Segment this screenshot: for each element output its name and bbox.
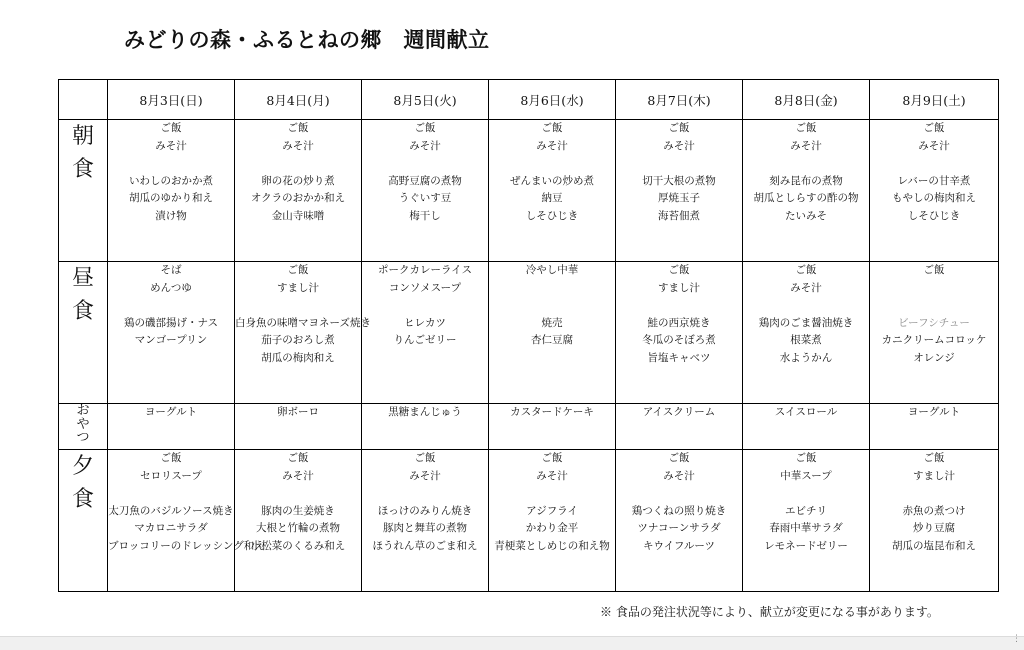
date-header-row <box>59 80 999 120</box>
menu-item: たいみそ <box>785 209 827 222</box>
menu-item: ご飯 <box>414 122 436 134</box>
snack-cell: 卵ボーロ <box>235 404 362 450</box>
menu-item: 白身魚の味噌マヨネーズ焼き <box>235 316 371 329</box>
menu-item: 胡瓜の梅肉和え <box>261 351 335 364</box>
menu-spacer <box>870 280 998 298</box>
menu-spacer <box>616 297 742 315</box>
menu-item: ご飯 <box>795 452 817 464</box>
weekly-menu-table <box>58 79 999 592</box>
menu-item: ツナコーンサラダ <box>637 522 721 534</box>
menu-cell <box>743 120 870 262</box>
menu-item: エビチリ <box>785 504 827 517</box>
menu-item: めんつゆ <box>150 281 192 294</box>
menu-cell <box>235 450 362 592</box>
menu-item: みそ汁 <box>282 469 314 482</box>
meal-label-char: 夕 <box>71 454 94 479</box>
meal-label-char: 食 <box>71 157 94 182</box>
menu-cell <box>362 450 489 592</box>
menu-item: 鶏つくねの照り焼き <box>631 504 727 517</box>
dinner-label <box>59 450 108 592</box>
menu-item: かわり金平 <box>525 522 579 534</box>
menu-item: 赤魚の煮つけ <box>902 504 966 517</box>
menu-item: ご飯 <box>923 122 945 134</box>
menu-item: 旨塩キャベツ <box>647 351 711 364</box>
menu-item: 豚肉の生姜焼き <box>261 504 335 517</box>
menu-item: マンゴープリン <box>134 334 208 346</box>
menu-cell <box>362 120 489 262</box>
resize-grip-icon[interactable]: ⋮ <box>1012 634 1021 644</box>
menu-item: 豚肉と舞茸の煮物 <box>383 522 467 534</box>
menu-cell <box>108 262 235 404</box>
menu-cell <box>235 120 362 262</box>
date-header: 8月9日(土) <box>870 80 999 120</box>
menu-cell <box>489 450 616 592</box>
menu-item: 炒り豆腐 <box>913 522 955 534</box>
menu-cell <box>616 120 743 262</box>
breakfast-label <box>59 120 108 262</box>
meal-label-char: 昼 <box>71 266 94 291</box>
menu-item: 切干大根の煮物 <box>642 174 716 187</box>
menu-item: 高野豆腐の煮物 <box>388 174 462 187</box>
menu-item: ほうれん草のごま和え <box>372 539 478 552</box>
date-header: 8月5日(火) <box>362 80 489 120</box>
menu-item: 漬け物 <box>155 209 187 222</box>
menu-item: 刻み昆布の煮物 <box>769 174 843 187</box>
menu-item: しそひじき <box>907 209 961 222</box>
page-title: みどりの森・ふるとねの郷 週間献立 <box>124 27 490 52</box>
menu-cell <box>108 120 235 262</box>
menu-cell <box>870 262 999 404</box>
menu-item: みそ汁 <box>536 469 568 482</box>
menu-spacer <box>362 155 488 173</box>
menu-item: 胡瓜のゆかり和え <box>129 192 213 204</box>
menu-spacer <box>362 297 488 315</box>
menu-item: ほっけのみりん焼き <box>377 504 473 517</box>
menu-item: 根菜煮 <box>790 334 822 346</box>
snack-row <box>59 404 999 450</box>
menu-item: 鶏の磯部揚げ・ナス <box>123 316 219 329</box>
menu-item: 金山寺味噌 <box>271 209 325 222</box>
menu-spacer <box>489 297 615 315</box>
menu-cell <box>489 262 616 404</box>
menu-item: みそ汁 <box>409 139 441 152</box>
menu-item: ポークカレーライス <box>377 264 473 276</box>
menu-cell <box>616 262 743 404</box>
menu-item: オクラのおかか和え <box>250 192 346 204</box>
menu-item: しそひじき <box>525 209 579 222</box>
menu-cell <box>870 120 999 262</box>
menu-item: ご飯 <box>287 452 309 464</box>
meal-label-char: 食 <box>71 487 94 512</box>
menu-item: そば <box>160 264 182 276</box>
menu-cell <box>870 450 999 592</box>
menu-item: 春雨中華サラダ <box>769 522 843 534</box>
menu-spacer <box>870 297 998 315</box>
menu-cell <box>362 262 489 404</box>
meal-label-vertical: お や つ <box>76 403 90 446</box>
menu-item: ご飯 <box>795 122 817 134</box>
snack-cell: スイスロール <box>743 404 870 450</box>
menu-spacer <box>489 280 615 298</box>
snack-cell: カスタードケーキ <box>489 404 616 450</box>
snack-cell: ヨーグルト <box>870 404 999 450</box>
snack-label <box>59 404 108 450</box>
menu-spacer <box>235 155 361 173</box>
menu-item: ご飯 <box>414 452 436 464</box>
menu-item: ご飯 <box>923 264 945 276</box>
menu-item: 鮭の西京焼き <box>647 316 711 329</box>
menu-item: 胡瓜の塩昆布和え <box>892 539 976 552</box>
menu-cell <box>616 450 743 592</box>
menu-item: セロリスープ <box>140 469 202 482</box>
menu-item: ビーフシチュー <box>898 316 970 329</box>
date-header: 8月7日(木) <box>616 80 743 120</box>
menu-item: ぜんまいの炒め煮 <box>510 174 594 187</box>
menu-item: レバーの甘辛煮 <box>897 174 971 187</box>
menu-item: ご飯 <box>160 452 182 464</box>
menu-spacer <box>489 155 615 173</box>
menu-item: ご飯 <box>160 122 182 134</box>
menu-item: ご飯 <box>287 122 309 134</box>
menu-item: 胡瓜としらすの酢の物 <box>753 192 859 204</box>
menu-spacer <box>235 297 361 315</box>
menu-item: 大根と竹輪の煮物 <box>256 522 340 534</box>
menu-item: ご飯 <box>541 452 563 464</box>
snack-cell: 黒糖まんじゅう <box>362 404 489 450</box>
menu-item: みそ汁 <box>918 139 950 152</box>
menu-cell <box>489 120 616 262</box>
menu-spacer <box>616 485 742 503</box>
lunch-row <box>59 262 999 404</box>
menu-item: ご飯 <box>923 452 945 464</box>
horizontal-scrollbar[interactable] <box>0 636 1024 650</box>
menu-item: すまし汁 <box>658 281 700 294</box>
menu-item: ご飯 <box>668 122 690 134</box>
menu-item: マカロニサラダ <box>134 522 208 534</box>
dinner-row <box>59 450 999 592</box>
menu-item: 焼売 <box>541 316 563 329</box>
menu-item: 杏仁豆腐 <box>531 334 573 346</box>
menu-spacer <box>743 155 869 173</box>
menu-item: 青梗菜としめじの和え物 <box>494 539 610 552</box>
date-header: 8月4日(月) <box>235 80 362 120</box>
menu-item: 冬瓜のそぼろ煮 <box>642 334 716 346</box>
date-header: 8月3日(日) <box>108 80 235 120</box>
meal-label-char: 朝 <box>71 124 94 149</box>
menu-item: うぐいす豆 <box>398 192 452 204</box>
corner-cell <box>59 80 108 120</box>
menu-item: みそ汁 <box>663 139 695 152</box>
snack-cell: ヨーグルト <box>108 404 235 450</box>
menu-item: ご飯 <box>541 122 563 134</box>
menu-item: カニクリームコロッケ <box>881 334 987 346</box>
breakfast-row <box>59 120 999 262</box>
menu-item: 海苔佃煮 <box>658 209 700 222</box>
menu-item: みそ汁 <box>409 469 441 482</box>
menu-item: もやしの梅肉和え <box>892 192 976 204</box>
menu-item: オレンジ <box>913 351 955 364</box>
menu-item: すまし汁 <box>277 281 319 294</box>
menu-item: 水ようかん <box>779 351 833 364</box>
menu-spacer <box>489 485 615 503</box>
menu-cell <box>743 262 870 404</box>
meal-label-char: 食 <box>71 299 94 324</box>
menu-item: みそ汁 <box>790 139 822 152</box>
menu-item: ご飯 <box>287 264 309 276</box>
menu-item: みそ汁 <box>155 139 187 152</box>
menu-item: 厚焼玉子 <box>658 192 700 204</box>
menu-cell <box>108 450 265 592</box>
menu-spacer <box>108 155 234 173</box>
snack-cell: アイスクリーム <box>616 404 743 450</box>
menu-spacer <box>743 297 869 315</box>
menu-cell <box>743 450 870 592</box>
menu-item: 太刀魚のバジルソース焼き <box>108 504 234 517</box>
menu-item: 卵の花の炒り煮 <box>261 174 335 187</box>
menu-item: みそ汁 <box>790 281 822 294</box>
menu-item: みそ汁 <box>663 469 695 482</box>
menu-item: 小松菜のくるみ和え <box>250 539 346 552</box>
menu-item: ブロッコリーのドレッシング和え <box>108 539 265 552</box>
menu-item: 梅干し <box>409 209 441 222</box>
menu-item: ご飯 <box>795 264 817 276</box>
menu-item: ご飯 <box>668 452 690 464</box>
lunch-label <box>59 262 108 404</box>
menu-item: みそ汁 <box>536 139 568 152</box>
menu-item: キウイフルーツ <box>642 539 716 552</box>
menu-item: レモネードゼリー <box>764 539 848 552</box>
date-header: 8月6日(水) <box>489 80 616 120</box>
menu-item: 中華スープ <box>780 469 832 482</box>
menu-item: アジフライ <box>526 504 578 517</box>
date-header: 8月8日(金) <box>743 80 870 120</box>
menu-item: 納豆 <box>541 192 563 204</box>
menu-change-notice: ※ 食品の発注状況等により、献立が変更になる事があります。 <box>600 605 939 619</box>
menu-spacer <box>743 485 869 503</box>
menu-spacer <box>108 297 234 315</box>
menu-item: コンソメスープ <box>388 281 462 294</box>
menu-item: 冷やし中華 <box>525 264 579 276</box>
menu-spacer <box>870 485 998 503</box>
menu-item: 鶏肉のごま醤油焼き <box>758 316 854 329</box>
menu-spacer <box>235 485 361 503</box>
menu-item: ご飯 <box>668 264 690 276</box>
menu-item: いわしのおかか煮 <box>129 174 213 187</box>
menu-item: みそ汁 <box>282 139 314 152</box>
menu-item: ヒレカツ <box>404 316 446 329</box>
menu-spacer <box>616 155 742 173</box>
menu-item: 茄子のおろし煮 <box>261 334 335 346</box>
menu-cell <box>235 262 371 404</box>
menu-spacer <box>108 485 234 503</box>
menu-item: りんごゼリー <box>393 334 457 346</box>
menu-spacer <box>362 485 488 503</box>
menu-spacer <box>870 155 998 173</box>
menu-item: すまし汁 <box>913 469 955 482</box>
